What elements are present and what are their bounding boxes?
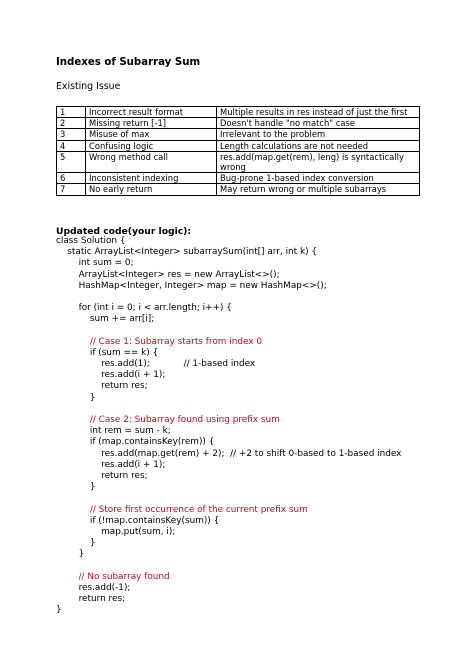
code-line	[56, 348, 401, 359]
code-line-text: if (sum == k) {	[56, 347, 159, 358]
code-line-text: int rem = sum - k;	[56, 426, 171, 437]
code-line-text: ArrayList<Integer> res = new ArrayList<>();	[56, 269, 280, 280]
code-line	[56, 482, 401, 493]
code-block	[56, 236, 401, 616]
code-line-text: res.add(1); // 1-based index	[56, 359, 256, 370]
table-row	[57, 129, 420, 140]
code-line-text: class Solution {	[56, 236, 126, 246]
code-line-text: // No subarray found	[56, 571, 170, 582]
code-line-text: }	[56, 538, 96, 549]
description-cell: Multiple results in res instead of just the first	[217, 107, 420, 118]
table-row	[57, 184, 420, 195]
code-line	[56, 404, 401, 415]
code-heading: Updated code(your logic):	[56, 226, 192, 237]
row-number-cell: 1	[57, 107, 86, 118]
issue-cell: No early return	[86, 184, 217, 195]
code-line	[56, 370, 401, 381]
issues-table-body	[57, 107, 420, 196]
issue-cell: Wrong method call	[86, 151, 217, 172]
code-line	[56, 359, 401, 370]
document-title: Indexes of Subarray Sum	[56, 57, 201, 68]
table-row	[57, 140, 420, 151]
code-line	[56, 258, 401, 269]
code-line-text: map.put(sum, i);	[56, 526, 176, 537]
issue-cell: Misuse of max	[86, 129, 217, 140]
code-line	[56, 314, 401, 325]
code-line	[56, 326, 401, 337]
code-comment-line	[56, 337, 401, 348]
row-number-cell: 3	[57, 129, 86, 140]
code-line-text: for (int i = 0; i < arr.length; i++) {	[56, 303, 232, 314]
code-line-text: res.add(i + 1);	[56, 459, 166, 470]
code-line-text: sum += arr[i];	[56, 314, 155, 325]
description-cell: Irrelevant to the problem	[217, 129, 420, 140]
code-comment-line	[56, 415, 401, 426]
code-line	[56, 527, 401, 538]
issue-cell: Incorrect result format	[86, 107, 217, 118]
issue-cell: Inconsistent indexing	[86, 173, 217, 184]
section-subtitle: Existing Issue	[56, 81, 121, 92]
code-line	[56, 426, 401, 437]
code-line	[56, 538, 401, 549]
code-line-text: // Store first occurrence of the current prefix sum	[56, 504, 308, 515]
code-line	[56, 303, 401, 314]
code-line-text: if (map.containsKey(rem)) {	[56, 437, 215, 448]
code-line	[56, 594, 401, 605]
code-line-text: static ArrayList<Integer> subarraySum(int[] arr, int k) {	[56, 247, 318, 258]
code-line	[56, 270, 401, 281]
description-cell: res.add(map.get(rem), leng) is syntactically wrong	[217, 151, 420, 172]
code-line-text: HashMap<Integer, Integer> map = new HashMap<>();	[56, 280, 327, 291]
code-line	[56, 437, 401, 448]
code-line-text: res.add(i + 1);	[56, 370, 166, 381]
code-line	[56, 393, 401, 404]
code-line-text: res.add(map.get(rem) + 2); // +2 to shift 0-based to 1-based index	[56, 448, 402, 459]
row-number-cell: 7	[57, 184, 86, 195]
code-line	[56, 493, 401, 504]
code-comment-line	[56, 572, 401, 583]
issues-table	[56, 106, 420, 196]
row-number-cell: 6	[57, 173, 86, 184]
code-line	[56, 281, 401, 292]
description-cell: Doesn't handle "no match" case	[217, 118, 420, 129]
table-row	[57, 151, 420, 172]
row-number-cell: 5	[57, 151, 86, 172]
code-line-text: res.add(-1);	[56, 582, 131, 593]
issue-cell: Missing return [-1]	[86, 118, 217, 129]
code-line-text: if (!map.containsKey(sum)) {	[56, 515, 220, 526]
code-line-text: }	[56, 392, 96, 403]
code-line-text: return res;	[56, 470, 148, 481]
code-line	[56, 292, 401, 303]
code-line	[56, 460, 401, 471]
code-line-text: return res;	[56, 594, 126, 604]
code-line-text: // Case 1: Subarray starts from index 0	[56, 336, 262, 347]
row-number-cell: 4	[57, 140, 86, 151]
code-line-text: int sum = 0;	[56, 258, 134, 269]
code-line	[56, 516, 401, 527]
description-cell: May return wrong or multiple subarrays	[217, 184, 420, 195]
code-line	[56, 449, 401, 460]
description-cell: Length calculations are not needed	[217, 140, 420, 151]
code-line	[56, 560, 401, 571]
code-line-text: }	[56, 482, 96, 493]
code-line	[56, 605, 401, 616]
row-number-cell: 2	[57, 118, 86, 129]
code-line	[56, 471, 401, 482]
code-line-text: return res;	[56, 381, 148, 392]
code-line	[56, 381, 401, 392]
description-cell: Bug-prone 1-based index conversion	[217, 173, 420, 184]
table-row	[57, 173, 420, 184]
code-line	[56, 583, 401, 594]
table-row	[57, 107, 420, 118]
code-line-text: }	[56, 549, 85, 560]
table-row	[57, 118, 420, 129]
code-line-text: // Case 2: Subarray found using prefix sum	[56, 415, 280, 425]
code-line	[56, 236, 401, 247]
code-comment-line	[56, 505, 401, 516]
issue-cell: Confusing logic	[86, 140, 217, 151]
code-line	[56, 247, 401, 258]
code-line	[56, 549, 401, 560]
code-line-text: }	[56, 605, 62, 616]
